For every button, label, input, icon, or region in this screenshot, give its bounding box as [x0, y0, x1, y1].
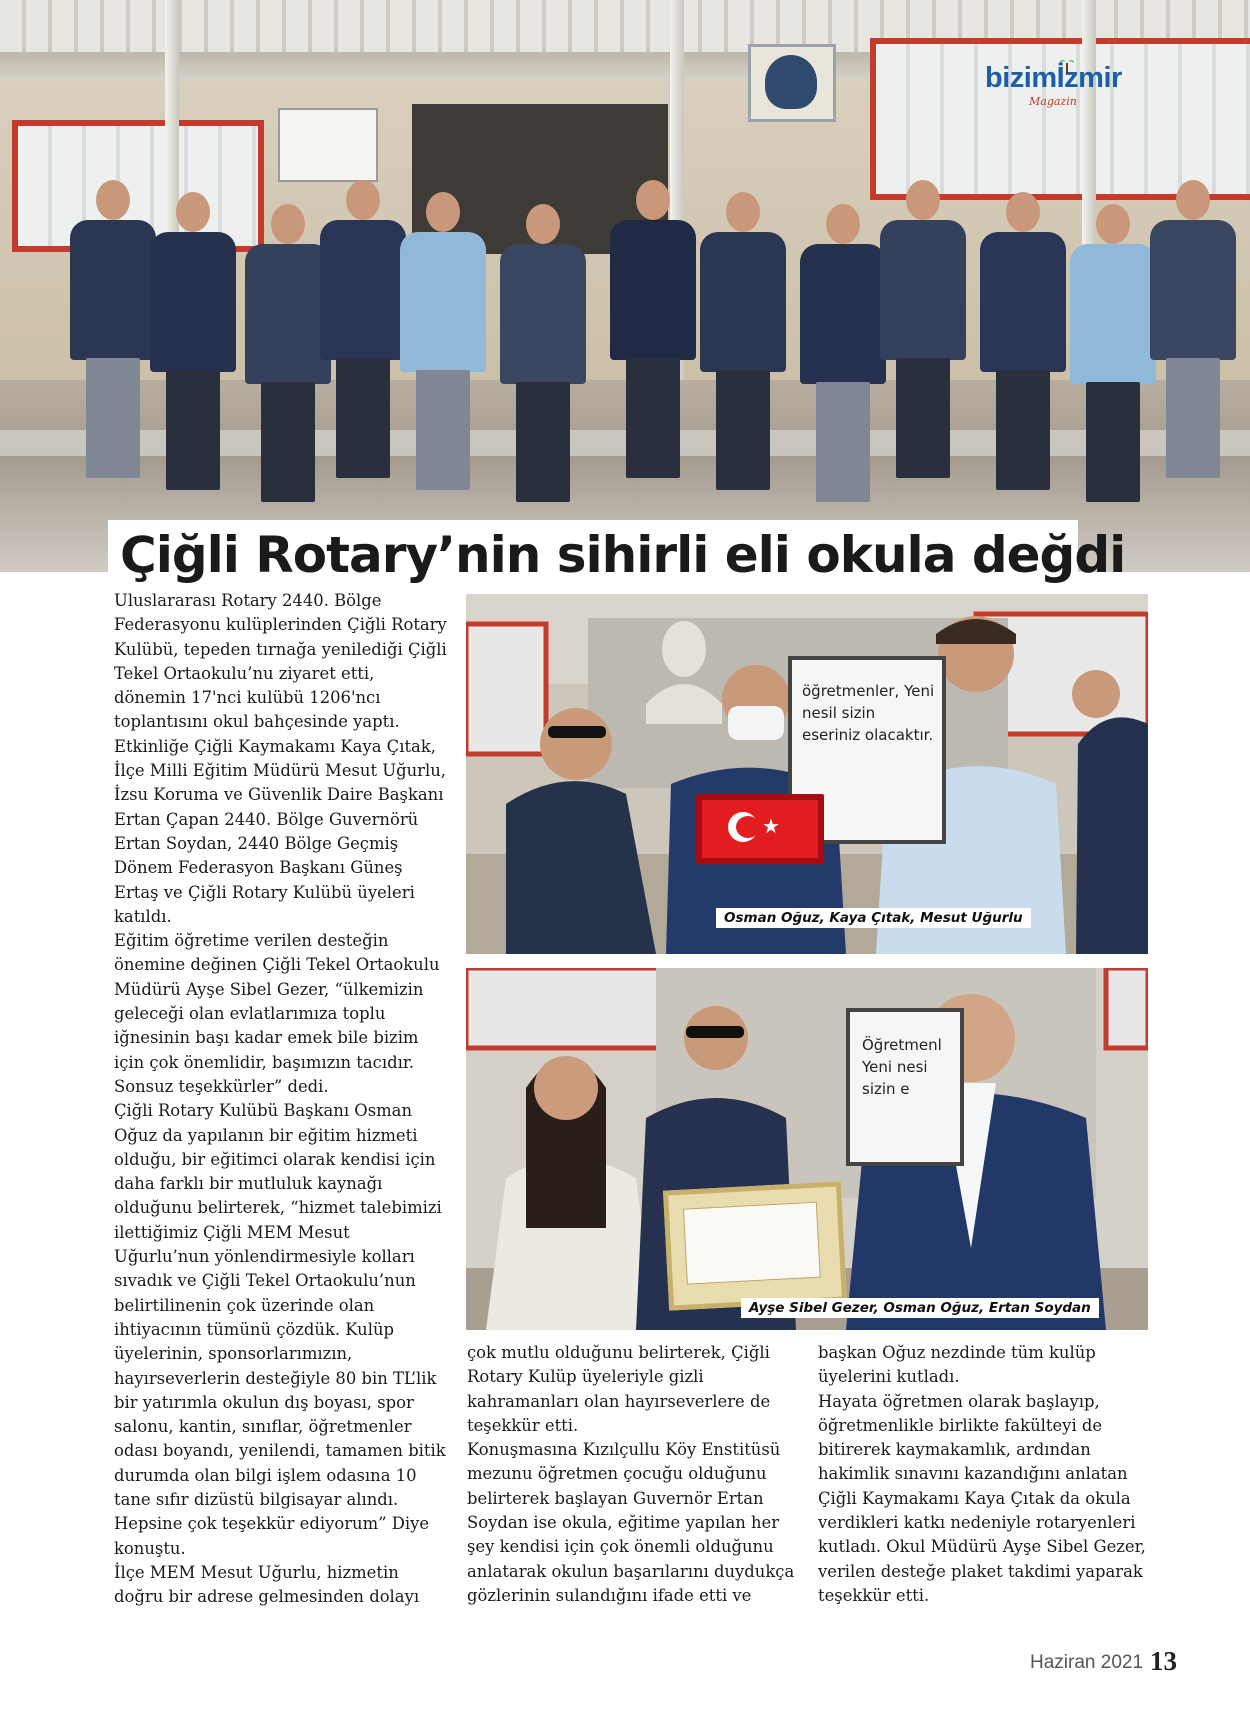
star-icon: ★	[762, 814, 780, 838]
article-column-2	[467, 1341, 807, 1608]
article-column-1	[114, 589, 449, 1609]
paragraph: İlçe MEM Mesut Uğurlu, hizmetin doğru bir adrese gelmesinden dolayı	[114, 1562, 420, 1607]
photo-plaque-presentation	[466, 968, 1148, 1330]
crescent-icon	[728, 812, 758, 842]
ataturk-quote-board: Öğretmenl Yeni nesi sizin e	[846, 1008, 964, 1166]
article-column-3	[818, 1341, 1148, 1608]
person-figure	[610, 180, 696, 450]
paragraph: Çiğli Rotary Kulübü Başkanı Osman Oğuz da yapılanın bir eğitim hizmeti olduğu, bir eğitimci olarak kendisi için daha farklı bir mutluluk kaynağı olduğunu belirterek, “hizmet talebimizi ilettiğimiz Çiğli MEM Mesut Uğurlu’nun yönlendirmesiyle kolları sıvadık ve Çiğli Tekel Ortaokulu’nun belirtilinenin çok üzerinde olan ihtiyacının tümünü çözdük. Kulüp üyelerinin, sponsorlarımızın, hayırseverlerin desteğiyle 80 bin TL’lik bir yatırımla okulun dış boyası, spor salonu, kantin, sınıflar, öğretmenler odası boyandı, yenilendi, tamamen bitik durumda olan bilgi işlem odasına 10 tane sıfır dizüstü bilgisayar alındı. Hepsine çok teşekkür ediyorum” Diye konuştu.	[114, 1101, 446, 1558]
turkish-flag-plaque	[696, 794, 824, 864]
person-figure	[1070, 204, 1156, 466]
person-figure	[1150, 180, 1236, 450]
school-emblem	[748, 44, 836, 122]
person-figure	[320, 180, 406, 450]
photo-caption: Osman Oğuz, Kaya Çıtak, Mesut Uğurlu	[716, 908, 1031, 928]
group-photo	[0, 0, 1250, 572]
person-figure	[700, 192, 786, 458]
paragraph: Konuşmasına Kızılçullu Köy Enstitüsü mezunu öğretmen çocuğu olduğunu belirterek başlayan Guvernör Ertan Soydan ise okula, eğitime yapılan her şey kendisi için çok önemli olduğunu anlatarak okulun başarılarını duydukça gözlerinin sulandığını ifade etti ve	[467, 1440, 795, 1605]
issue-date: Haziran 2021	[1030, 1652, 1144, 1673]
person-figure	[245, 204, 331, 466]
page-number: 13	[1150, 1646, 1177, 1676]
person-figure	[500, 204, 586, 466]
paragraph: başkan Oğuz nezdinde tüm kulüp üyelerini kutladı.	[818, 1343, 1096, 1387]
paragraph: çok mutlu olduğunu belirterek, Çiğli Rotary Kulüp üyeleriyle gizli kahramanları olan hayırseverlere de teşekkür etti.	[467, 1343, 771, 1435]
photo-flag-presentation	[466, 594, 1148, 954]
paragraph: Uluslararası Rotary 2440. Bölge Federasyonu kulüplerinden Çiğli Rotary Kulübü, tepeden tırnağa yenilediği Çiğli Tekel Ortaokulu’nu ziyaret etti, dönemin 17'nci kulübü 1206'ncı toplantısını okul bahçesinde yaptı. Etkinliğe Çiğli Kaymakamı Kaya Çıtak, İlçe Milli Eğitim Müdürü Mesut Uğurlu, İzsu Koruma ve Güvenlik Daire Başkanı Ertan Çapan 2440. Bölge Guvernörü Ertan Soydan, 2440 Bölge Geçmiş Dönem Federasyon Başkanı Güneş Ertaş ve Çiğli Rotary Kulübü üyeleri katıldı.	[114, 591, 447, 926]
paragraph: Eğitim öğretime verilen desteğin önemine değinen Çiğli Tekel Ortaokulu Müdürü Ayşe Sibel Gezer, “ülkemizin geleceği olan evlatlarımıza toplu iğnesinin başı kadar emek bile bizim için çok önemlidir, başımızın tacıdır. Sonsuz teşekkürler” dedi.	[114, 931, 440, 1096]
bizimizmir-logo: bizimİzmir Magazin	[985, 62, 1122, 108]
person-figure	[70, 180, 156, 450]
project-sign	[278, 108, 378, 182]
photo-caption: Ayşe Sibel Gezer, Osman Oğuz, Ertan Soydan	[741, 1298, 1099, 1318]
person-figure	[400, 192, 486, 458]
person-figure	[880, 180, 966, 450]
article-headline: Çiğli Rotary’nin sihirli eli okula değdi	[108, 520, 1078, 590]
person-figure	[980, 192, 1066, 458]
ataturk-quote-board: öğretmenler, Yeni nesil sizin eseriniz olacaktır.	[788, 656, 946, 844]
palm-icon	[1060, 56, 1074, 74]
person-figure	[150, 192, 236, 458]
award-plaque	[663, 1181, 847, 1310]
paragraph: Hayata öğretmen olarak başlayıp, öğretmenlikle birlikte fakülteyi de bitirerek kaymakamlık, ardından hakimlik sınavını kazandığını anlatan Çiğli Kaymakamı Kaya Çıtak da okula verdikleri katkı nedeniyle rotaryenleri kutladı. Okul Müdürü Ayşe Sibel Gezer, verilen desteğe plaket takdimi yaparak teşekkür etti.	[818, 1391, 1146, 1605]
person-figure	[800, 204, 886, 466]
